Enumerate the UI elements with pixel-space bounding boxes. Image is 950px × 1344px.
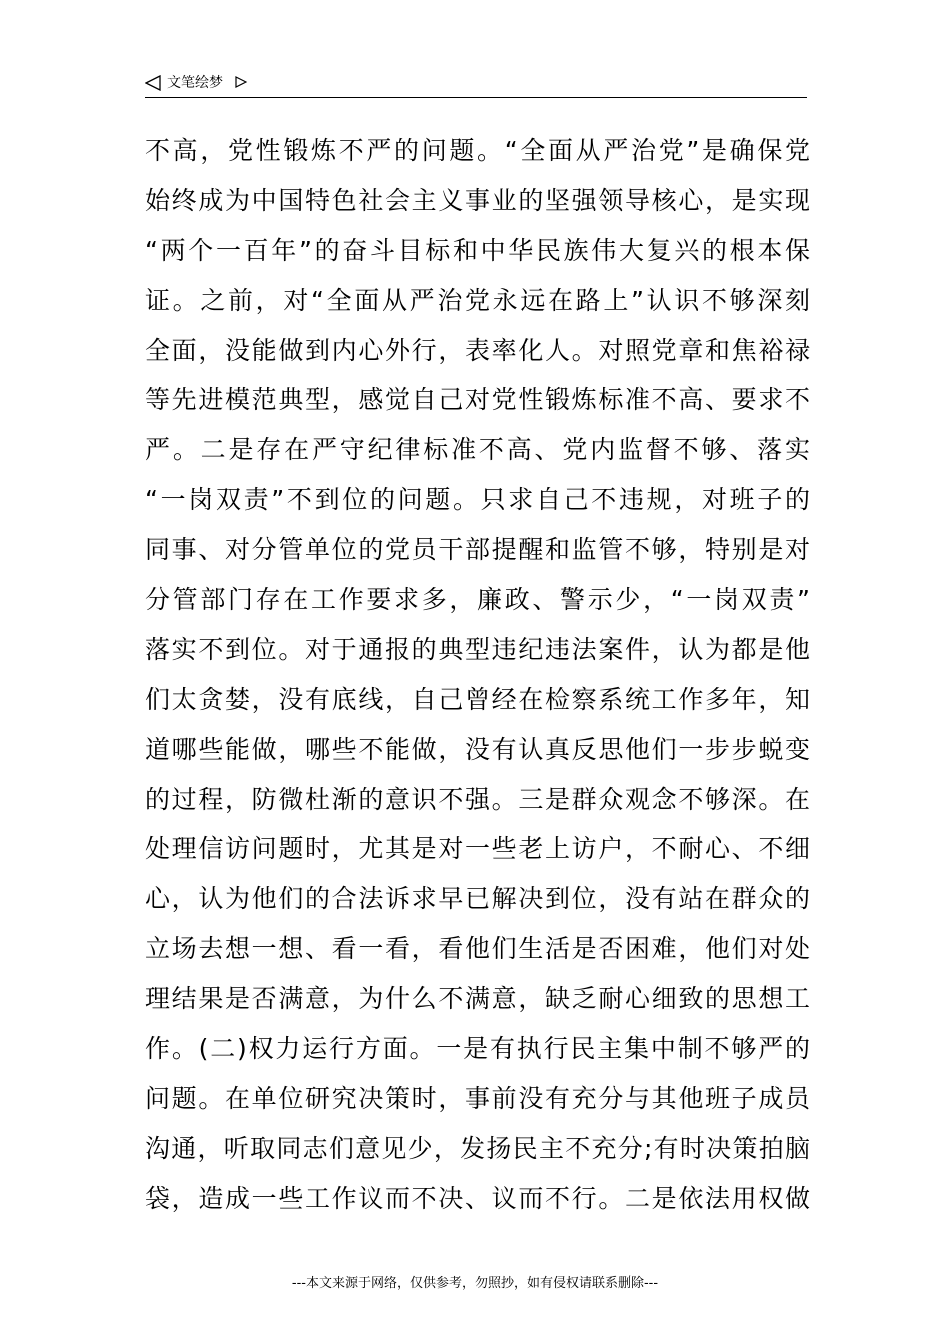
text-line: “两个一百年”的奋斗目标和中华民族伟大复兴的根本保 <box>145 235 810 265</box>
text-line: 作。(二)权力运行方面。一是有执行民主集中制不够严的 <box>145 1034 810 1064</box>
body-text <box>145 126 810 1224</box>
page-header <box>145 72 807 96</box>
text-line: 理结果是否满意，为什么不满意，缺乏耐心细致的思想工 <box>145 984 810 1014</box>
footer-disclaimer: ---本文来源于网络，仅供参考，勿照抄，如有侵权请联系删除--- <box>291 1276 659 1291</box>
text-line: 全面，没能做到内心外行，表率化人。对照党章和焦裕禄 <box>145 335 810 365</box>
text-line: 处理信访问题时，尤其是对一些老上访户，不耐心、不细 <box>145 834 810 864</box>
header-divider <box>145 97 807 98</box>
text-line: 心，认为他们的合法诉求早已解决到位，没有站在群众的 <box>145 884 810 914</box>
text-line: 袋，造成一些工作议而不决、议而不行。二是依法用权做 <box>145 1183 810 1213</box>
header-title: 文笔绘梦 <box>167 75 223 91</box>
text-line: 道哪些能做，哪些不能做，没有认真反思他们一步步蜕变 <box>145 734 810 764</box>
text-line: 立场去想一想、看一看，看他们生活是否困难，他们对处 <box>145 934 810 964</box>
text-line: 沟通，听取同志们意见少，发扬民主不充分;有时决策拍脑 <box>145 1133 810 1163</box>
text-line: 分管部门存在工作要求多，廉政、警示少，“一岗双责” <box>145 585 810 615</box>
text-line: 落实不到位。对于通报的典型违纪违法案件，认为都是他 <box>145 634 810 664</box>
text-line: 的过程，防微杜渐的意识不强。三是群众观念不够深。在 <box>145 784 810 814</box>
triangle-left-icon <box>145 75 161 91</box>
triangle-right-icon <box>235 76 247 88</box>
text-line: 们太贪婪，没有底线，自己曾经在检察系统工作多年，知 <box>145 684 810 714</box>
text-line: 同事、对分管单位的党员干部提醒和监管不够，特别是对 <box>145 535 810 565</box>
text-line: 不高，党性锻炼不严的问题。“全面从严治党”是确保党 <box>145 136 810 165</box>
text-line: “一岗双责”不到位的问题。只求自己不违规，对班子的 <box>145 485 810 515</box>
text-line: 严。二是存在严守纪律标准不高、党内监督不够、落实 <box>145 435 810 465</box>
text-line: 证。之前，对“全面从严治党永远在路上”认识不够深刻 <box>145 285 810 315</box>
text-line: 等先进模范典型，感觉自己对党性锻炼标准不高、要求不 <box>145 385 810 415</box>
text-line: 始终成为中国特色社会主义事业的坚强领导核心，是实现 <box>145 185 810 215</box>
text-line: 问题。在单位研究决策时，事前没有充分与其他班子成员 <box>145 1083 810 1113</box>
